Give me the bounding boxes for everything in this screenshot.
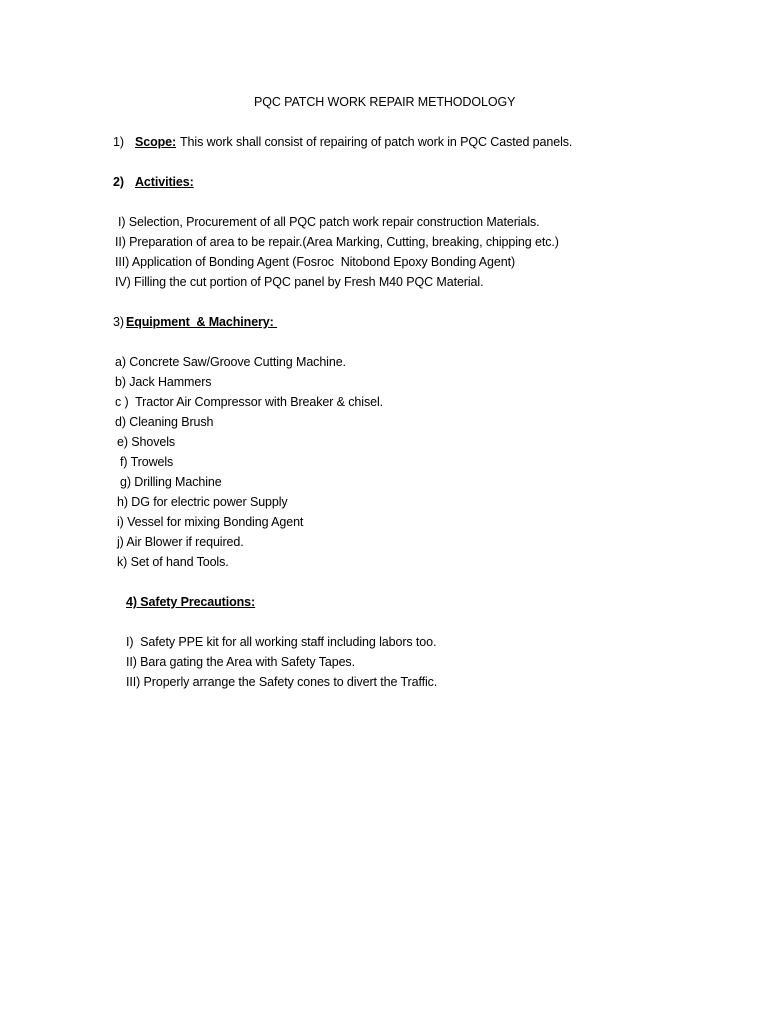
equipment-item-c: c ) Tractor Air Compressor with Breaker & chisel.	[115, 395, 383, 409]
equipment-item-a: a) Concrete Saw/Groove Cutting Machine.	[115, 355, 346, 369]
equipment-item-e: e) Shovels	[117, 435, 176, 449]
scope-number: 1)	[113, 135, 124, 149]
equipment-item-h: h) DG for electric power Supply	[117, 495, 288, 509]
document-title: PQC PATCH WORK REPAIR METHODOLOGY	[254, 95, 516, 109]
activity-item-1: I) Selection, Procurement of all PQC patch work repair construction Materials.	[118, 215, 540, 229]
scope-text: This work shall consist of repairing of patch work in PQC Casted panels.	[180, 135, 573, 149]
safety-item-3: III) Properly arrange the Safety cones to divert the Traffic.	[126, 675, 438, 689]
equipment-number: 3)	[113, 315, 124, 329]
equipment-item-f: f) Trowels	[120, 455, 174, 469]
scope-heading: Scope:	[135, 135, 177, 149]
equipment-item-b: b) Jack Hammers	[115, 375, 212, 389]
activities-heading: Activities:	[135, 175, 194, 189]
equipment-item-k: k) Set of hand Tools.	[117, 555, 229, 569]
equipment-item-g: g) Drilling Machine	[120, 475, 222, 489]
safety-item-2: II) Bara gating the Area with Safety Tapes.	[126, 655, 355, 669]
equipment-item-d: d) Cleaning Brush	[115, 415, 214, 429]
equipment-heading: Equipment & Machinery:	[126, 315, 278, 329]
safety-item-1: I) Safety PPE kit for all working staff including labors too.	[126, 635, 437, 649]
equipment-item-i: i) Vessel for mixing Bonding Agent	[117, 515, 304, 529]
activity-item-4: IV) Filling the cut portion of PQC panel by Fresh M40 PQC Material.	[115, 275, 484, 289]
safety-heading: 4) Safety Precautions:	[126, 595, 256, 609]
activity-item-3: III) Application of Bonding Agent (Fosroc Nitobond Epoxy Bonding Agent)	[115, 255, 516, 269]
activity-item-2: II) Preparation of area to be repair.(Area Marking, Cutting, breaking, chipping etc.)	[115, 235, 559, 249]
equipment-item-j: j) Air Blower if required.	[117, 535, 244, 549]
activities-number: 2)	[113, 175, 124, 189]
